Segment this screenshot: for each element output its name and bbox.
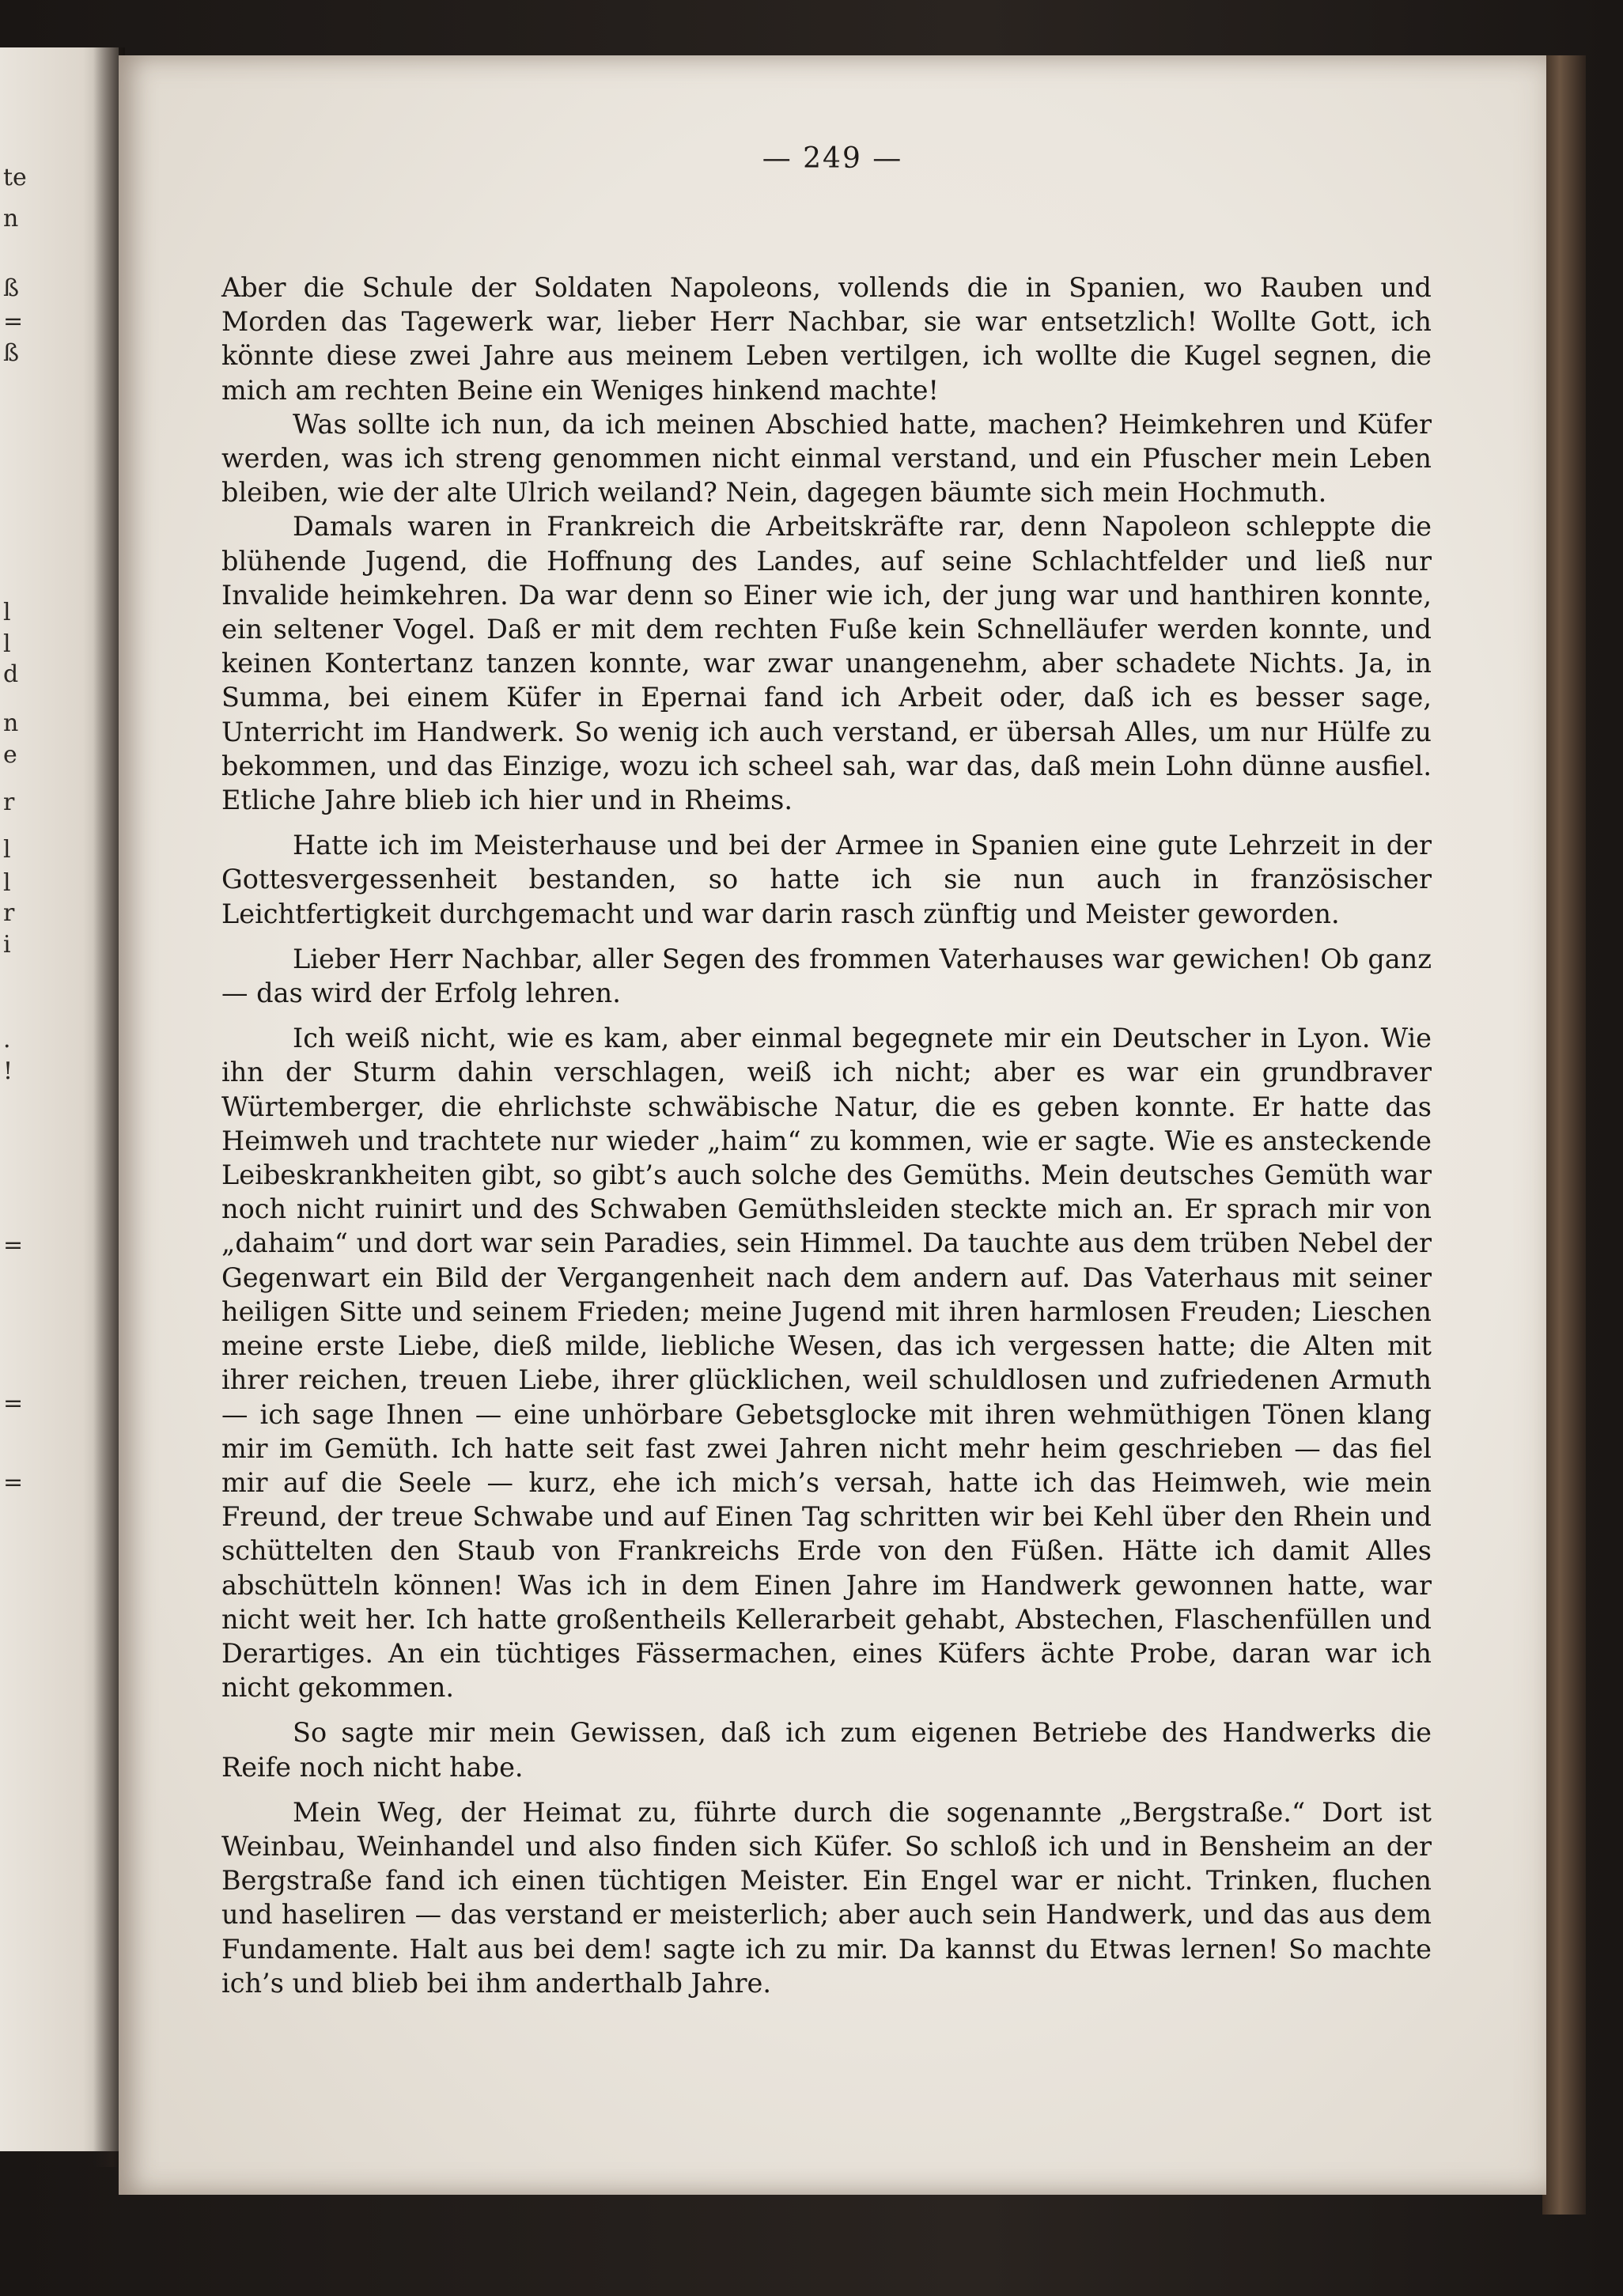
margin-fragment: d — [3, 660, 19, 688]
margin-fragment: e — [3, 741, 17, 769]
margin-fragment: = — [3, 308, 24, 335]
paragraph: So sagte mir mein Gewissen, daß ich zum eigenen Betriebe des Handwerks die Reife noch nicht habe. — [221, 1717, 1432, 1783]
margin-fragment: = — [3, 1390, 24, 1417]
body-text — [221, 270, 1432, 2000]
margin-fragment: r — [3, 789, 15, 816]
margin-fragment: l — [3, 836, 11, 864]
paragraph: Damals waren in Frankreich die Arbeitskräfte rar, denn Napoleon schleppte die blühende Jugend, die Hoffnung des Landes, auf seine Schlachtfelder und ließ nur Invalide heimkehren. Da war denn so Einer wie ich, der jung war und hanthiren konnte, ein seltener Vogel. Daß er mit dem rechten Fuße kein Schnelläufer werden konnte, und keinen Kontertanz tanzen konnte, war zwar unangenehm, aber schadete Nichts. Ja, in Summa, bei einem Küfer in Epernai fand ich Arbeit oder, daß ich es besser sage, Unterricht im Handwerk. So wenig ich auch verstand, er übersah Alles, um nur Hülfe zu bekommen, und das Einzige, wozu ich scheel sah, war das, daß mein Lohn dünne ausfiel. Etliche Jahre blieb ich hier und in Rheims. — [221, 511, 1432, 816]
margin-fragment: l — [3, 869, 11, 897]
margin-fragment: i — [3, 931, 11, 959]
paragraph: Was sollte ich nun, da ich meinen Abschied hatte, machen? Heimkehren und Küfer werden, was ich streng genommen nicht einmal verstand, und ein Pfuscher mein Leben bleiben, wie der alte Ulrich weiland? Nein, dagegen bäumte sich mein Hochmuth. — [221, 408, 1432, 509]
margin-fragment: n — [3, 709, 19, 737]
page-number: — 249 — — [762, 142, 903, 175]
book-cover-edge — [1542, 55, 1586, 2215]
paragraph: Hatte ich im Meisterhause und bei der Armee in Spanien eine gute Lehrzeit in der Gottesvergessenheit bestanden, so hatte ich sie nun auch in französischer Leichtfertigkeit durchgemacht und war darin rasch zünftig und Meister geworden. — [221, 830, 1432, 929]
margin-fragment: . — [3, 1026, 11, 1053]
margin-fragment: ! — [3, 1057, 13, 1085]
margin-fragment: l — [3, 599, 11, 626]
paragraph: Lieber Herr Nachbar, aller Segen des frommen Vaterhauses war gewichen! Ob ganz — das wird der Erfolg lehren. — [221, 943, 1432, 1009]
margin-fragment: r — [3, 899, 15, 927]
paragraph: Aber die Schule der Soldaten Napoleons, vollends die in Spanien, wo Rauben und Morden das Tagewerk war, lieber Herr Nachbar, sie war entsetzlich! Wollte Gott, ich könnte diese zwei Jahre aus meinem Leben vertilgen, ich wollte die Kugel segnen, die mich am rechten Beine ein Weniges hinkend machte! — [221, 272, 1432, 406]
paragraph: Mein Weg, der Heimat zu, führte durch die sogenannte „Bergstraße.“ Dort ist Weinbau, Weinhandel und also finden sich Küfer. So schloß ich und in Bensheim an der Bergstraße fand ich einen tüchtigen Meister. Ein Engel war er nicht. Trinken, fluchen und haseliren — das verstand er meisterlich; aber auch sein Handwerk, und das aus dem Fundamente. Halt aus bei dem! sagte ich zu mir. Da kannst du Etwas lernen! So machte ich’s und blieb bei ihm anderthalb Jahre. — [221, 1796, 1432, 1999]
margin-fragment: ß — [3, 339, 20, 367]
margin-fragment: ß — [3, 274, 20, 302]
margin-fragment: l — [3, 630, 11, 658]
margin-fragment: te — [3, 164, 27, 191]
paragraph: Ich weiß nicht, wie es kam, aber einmal begegnete mir ein Deutscher in Lyon. Wie ihn der Sturm dahin verschlagen, weiß ich nicht; aber es war ein grundbraver Würtemberger, die ehrlichste schwäbische Natur, die es geben konnte. Er hatte das Heimweh und trachtete nur wieder „haim“ zu kommen, wie er sagte. Wie es ansteckende Leibeskrankheiten gibt, so gibt’s auch solche des Gemüths. Mein deutsches Gemüth war noch nicht ruinirt und des Schwaben Gemüthsleiden steckte mich an. Er sprach mir von „dahaim“ und dort war sein Paradies, sein Himmel. Da tauchte aus dem trüben Nebel der Gegenwart ein Bild der Vergangenheit nach dem andern auf. Das Vaterhaus mit seiner heiligen Sitte und seinem Frieden; meine Jugend mit ihren harmlosen Freuden; Lieschen meine erste Liebe, dieß milde, liebliche Wesen, das ich vergessen hatte; die Alten mit ihrer reichen, treuen Liebe, ihrer glücklichen, weil schuldlosen und zufriedenen Armuth — ich sage Ihnen — eine unhörbare Gebetsglocke mit ihren wehmüthigen Tönen klang mir im Gemüth. Ich hatte seit fast zwei Jahren nicht mehr heim geschrieben — das fiel mir auf die Seele — kurz, ehe ich mich’s versah, hatte ich das Heimweh, wie mein Freund, der treue Schwabe und auf Einen Tag schritten wir bei Kehl über den Rhein und schüttelten den Staub von Frankreichs Erde von den Füßen. Hätte ich damit Alles abschütteln können! Was ich in dem Einen Jahre im Handwerk gewonnen hatte, war nicht weit her. Ich hatte großentheils Kellerarbeit gehabt, Abstechen, Flaschenfüllen und Derartiges. An ein tüchtiges Fässermachen, eines Küfers ächte Probe, daran war ich nicht gekommen. — [221, 1023, 1432, 1704]
book-page — [119, 55, 1546, 2195]
margin-fragment: = — [3, 1469, 24, 1496]
margin-fragment: n — [3, 205, 19, 233]
margin-fragment: = — [3, 1231, 24, 1259]
